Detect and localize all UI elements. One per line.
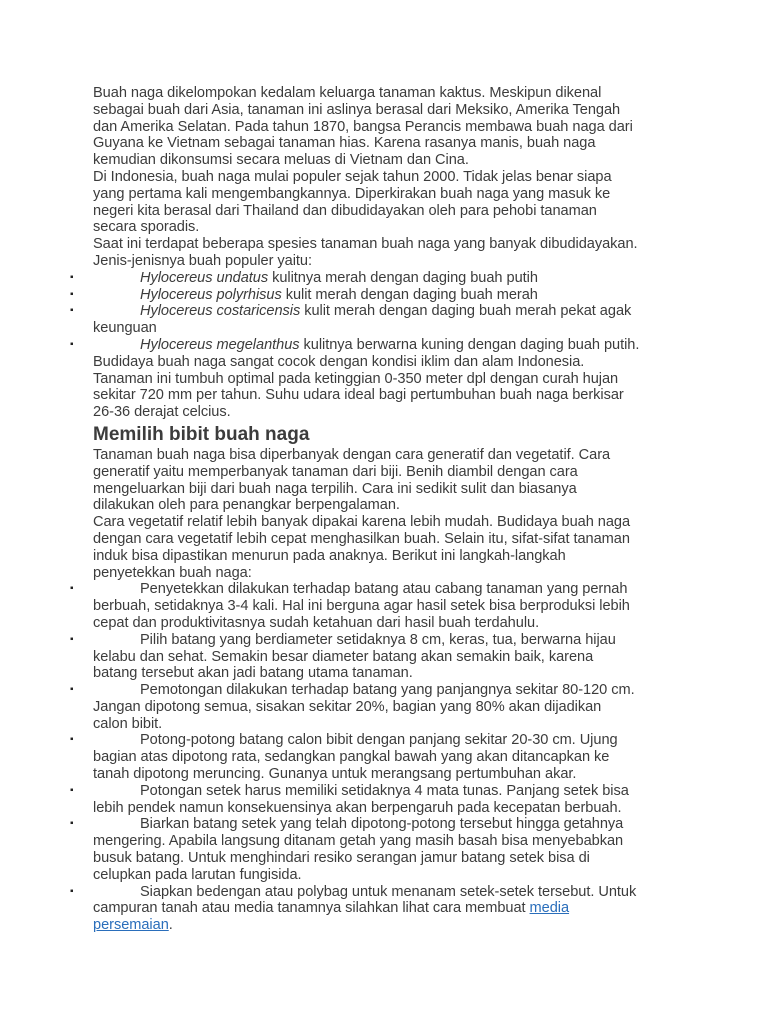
text-line: Tanaman ini tumbuh optimal pada ketinggian 0-350 meter dpl dengan curah hujan bbox=[93, 370, 619, 387]
steps-list bbox=[0, 581, 768, 934]
text-line: dan Amerika Selatan. Pada tahun 1870, bangsa Perancis membawa buah naga dari bbox=[93, 118, 633, 135]
text-line: Budidaya buah naga sangat cocok dengan kondisi iklim dan alam Indonesia. bbox=[93, 353, 585, 370]
step-text bbox=[0, 900, 768, 917]
species-item bbox=[0, 287, 768, 304]
species-item-continuation: keunguan bbox=[93, 320, 157, 337]
text-line: Saat ini terdapat beberapa spesies tanaman buah naga yang banyak dibudidayakan. bbox=[93, 236, 638, 253]
step-text-part: campuran tanah atau media tanamnya silahkan lihat cara membuat bbox=[93, 900, 530, 917]
document-page bbox=[0, 85, 768, 934]
text-line: Jenis-jenisnya buah populer yaitu: bbox=[93, 252, 312, 269]
bullet-icon: ▪ bbox=[70, 288, 74, 300]
step-text: Potongan setek harus memiliki setidaknya 4 mata tunas. Panjang setek bisa bbox=[140, 782, 629, 799]
text-line: sekitar 720 mm per tahun. Suhu udara ideal bagi pertumbuhan buah naga berkisar bbox=[93, 387, 624, 404]
species-desc: kulitnya merah dengan daging buah putih bbox=[268, 269, 538, 286]
species-name: Hylocereus costaricensis bbox=[140, 303, 301, 320]
step-text: Pilih batang yang berdiameter setidaknya 8 cm, keras, tua, berwarna hijau bbox=[140, 631, 616, 648]
species-desc: kulit merah dengan daging buah merah bbox=[281, 286, 538, 303]
text-line: Buah naga dikelompokan kedalam keluarga tanaman kaktus. Meskipun dikenal bbox=[93, 85, 602, 101]
text-line: Di Indonesia, buah naga mulai populer sejak tahun 2000. Tidak jelas benar siapa bbox=[93, 168, 612, 185]
step-text: busuk batang. Untuk menghindari resiko serangan jamur batang setek bisa di bbox=[93, 850, 590, 867]
bullet-icon: ▪ bbox=[70, 633, 74, 645]
bullet-icon: ▪ bbox=[70, 338, 74, 350]
step-text: tanah dipotong meruncing. Gunanya untuk merangsang pertumbuhan akar. bbox=[93, 766, 577, 783]
bullet-icon: ▪ bbox=[70, 885, 74, 897]
step-text: celupkan pada larutan fungisida. bbox=[93, 866, 302, 883]
step-text: berbuah, setidaknya 3-4 kali. Hal ini berguna agar hasil setek bisa berproduksi lebih bbox=[93, 598, 630, 615]
bullet-icon: ▪ bbox=[70, 271, 74, 283]
species-item bbox=[0, 337, 768, 354]
intro-paragraph-3 bbox=[0, 236, 768, 270]
text-line: sebagai buah dari Asia, tanaman ini aslinya berasal dari Meksiko, Amerika Tengah bbox=[93, 101, 621, 118]
step-text: mengering. Apabila langsung ditanam getah yang masih basah bisa menyebabkan bbox=[93, 833, 624, 850]
text-line: generatif yaitu memperbanyak tanaman dari biji. Benih diambil dengan cara bbox=[93, 463, 578, 480]
species-name: Hylocereus undatus bbox=[140, 269, 269, 286]
text-line: 26-36 derajat celcius. bbox=[93, 404, 231, 421]
species-name: Hylocereus megelanthus bbox=[140, 336, 300, 353]
step-text: bagian atas dipotong rata, sedangkan pangkal bawah yang akan ditancapkan ke bbox=[93, 749, 610, 766]
budidaya-paragraph bbox=[0, 354, 768, 421]
media-link[interactable]: media bbox=[529, 900, 570, 917]
text-line: Cara vegetatif relatif lebih banyak dipakai karena lebih mudah. Budidaya buah naga bbox=[93, 514, 631, 531]
text-line: Guyana ke Vietnam sebagai tanaman hias. Karena rasanya manis, buah naga bbox=[93, 135, 596, 152]
step-text: batang tersebut akan jadi batang utama tanaman. bbox=[93, 665, 413, 682]
section-paragraph-2 bbox=[0, 514, 768, 581]
bullet-icon: ▪ bbox=[70, 734, 74, 746]
text-line: penyetekkan buah naga: bbox=[93, 564, 252, 581]
step-text: Potong-potong batang calon bibit dengan panjang sekitar 20-30 cm. Ujung bbox=[140, 732, 618, 749]
step-item bbox=[0, 581, 768, 598]
step-text: Jangan dipotong semua, sisakan sekitar 20%, bagian yang 80% akan dijadikan bbox=[93, 698, 602, 715]
step-text: cepat dan produktivitasnya sudah ketahuan dari hasil buah terdahulu. bbox=[93, 614, 540, 631]
step-item bbox=[0, 632, 768, 649]
step-item bbox=[0, 816, 768, 833]
bullet-icon: ▪ bbox=[70, 305, 74, 317]
bullet-icon: ▪ bbox=[70, 818, 74, 830]
step-text: calon bibit. bbox=[93, 715, 163, 732]
step-text: kelabu dan sehat. Semakin besar diameter batang akan semakin baik, karena bbox=[93, 648, 594, 665]
species-item bbox=[0, 303, 768, 320]
persemaian-link[interactable]: persemaian bbox=[93, 917, 169, 934]
text-line: induk bisa dipastikan menurun pada anaknya. Berikut ini langkah-langkah bbox=[93, 547, 566, 564]
bullet-icon: ▪ bbox=[70, 583, 74, 595]
step-text: Biarkan batang setek yang telah dipotong-potong tersebut hingga getahnya bbox=[140, 816, 624, 833]
step-item bbox=[0, 682, 768, 699]
section-paragraph-1 bbox=[0, 447, 768, 514]
text-line: negeri kita berasal dari Thailand dan dibudidayakan oleh para pehobi tanaman bbox=[93, 202, 597, 219]
bullet-icon: ▪ bbox=[70, 684, 74, 696]
step-text bbox=[0, 917, 768, 934]
text-line: secara sporadis. bbox=[93, 219, 200, 236]
step-text: Siapkan bedengan atau polybag untuk menanam setek-setek tersebut. Untuk bbox=[140, 883, 637, 900]
step-item bbox=[0, 884, 768, 901]
text-line: dilakukan oleh para penangkar berpengalaman. bbox=[93, 497, 400, 514]
step-item bbox=[0, 732, 768, 749]
section-heading: Memilih bibit buah naga bbox=[93, 423, 310, 445]
text-line: dengan cara vegetatif lebih cepat menghasilkan buah. Selain itu, sifat-sifat tanaman bbox=[93, 530, 630, 547]
intro-paragraph-1 bbox=[0, 85, 768, 169]
text-line: mengeluarkan biji dari buah naga terpilih. Cara ini sedikit sulit dan biasanya bbox=[93, 480, 577, 497]
step-text: lebih pendek namun konsekuensinya akan berpengaruh pada kecepatan berbuah. bbox=[93, 799, 622, 816]
bullet-icon: ▪ bbox=[70, 784, 74, 796]
step-item bbox=[0, 783, 768, 800]
step-text: Penyetekkan dilakukan terhadap batang atau cabang tanaman yang pernah bbox=[140, 581, 628, 598]
step-text: Pemotongan dilakukan terhadap batang yang panjangnya sekitar 80-120 cm. bbox=[140, 682, 635, 699]
text-line: kemudian dikonsumsi secara meluas di Vietnam dan Cina. bbox=[93, 152, 469, 169]
species-desc: kulitnya berwarna kuning dengan daging buah putih. bbox=[299, 336, 640, 353]
species-item bbox=[0, 270, 768, 287]
species-list bbox=[0, 270, 768, 354]
text-line: Tanaman buah naga bisa diperbanyak dengan cara generatif dan vegetatif. Cara bbox=[93, 446, 611, 463]
text-line: yang pertama kali mengembangkannya. Diperkirakan buah naga yang masuk ke bbox=[93, 185, 611, 202]
step-text-end: . bbox=[168, 917, 173, 934]
species-desc: kulit merah dengan daging buah merah pekat agak bbox=[300, 303, 632, 320]
intro-paragraph-2 bbox=[0, 169, 768, 236]
species-name: Hylocereus polyrhisus bbox=[140, 286, 282, 303]
